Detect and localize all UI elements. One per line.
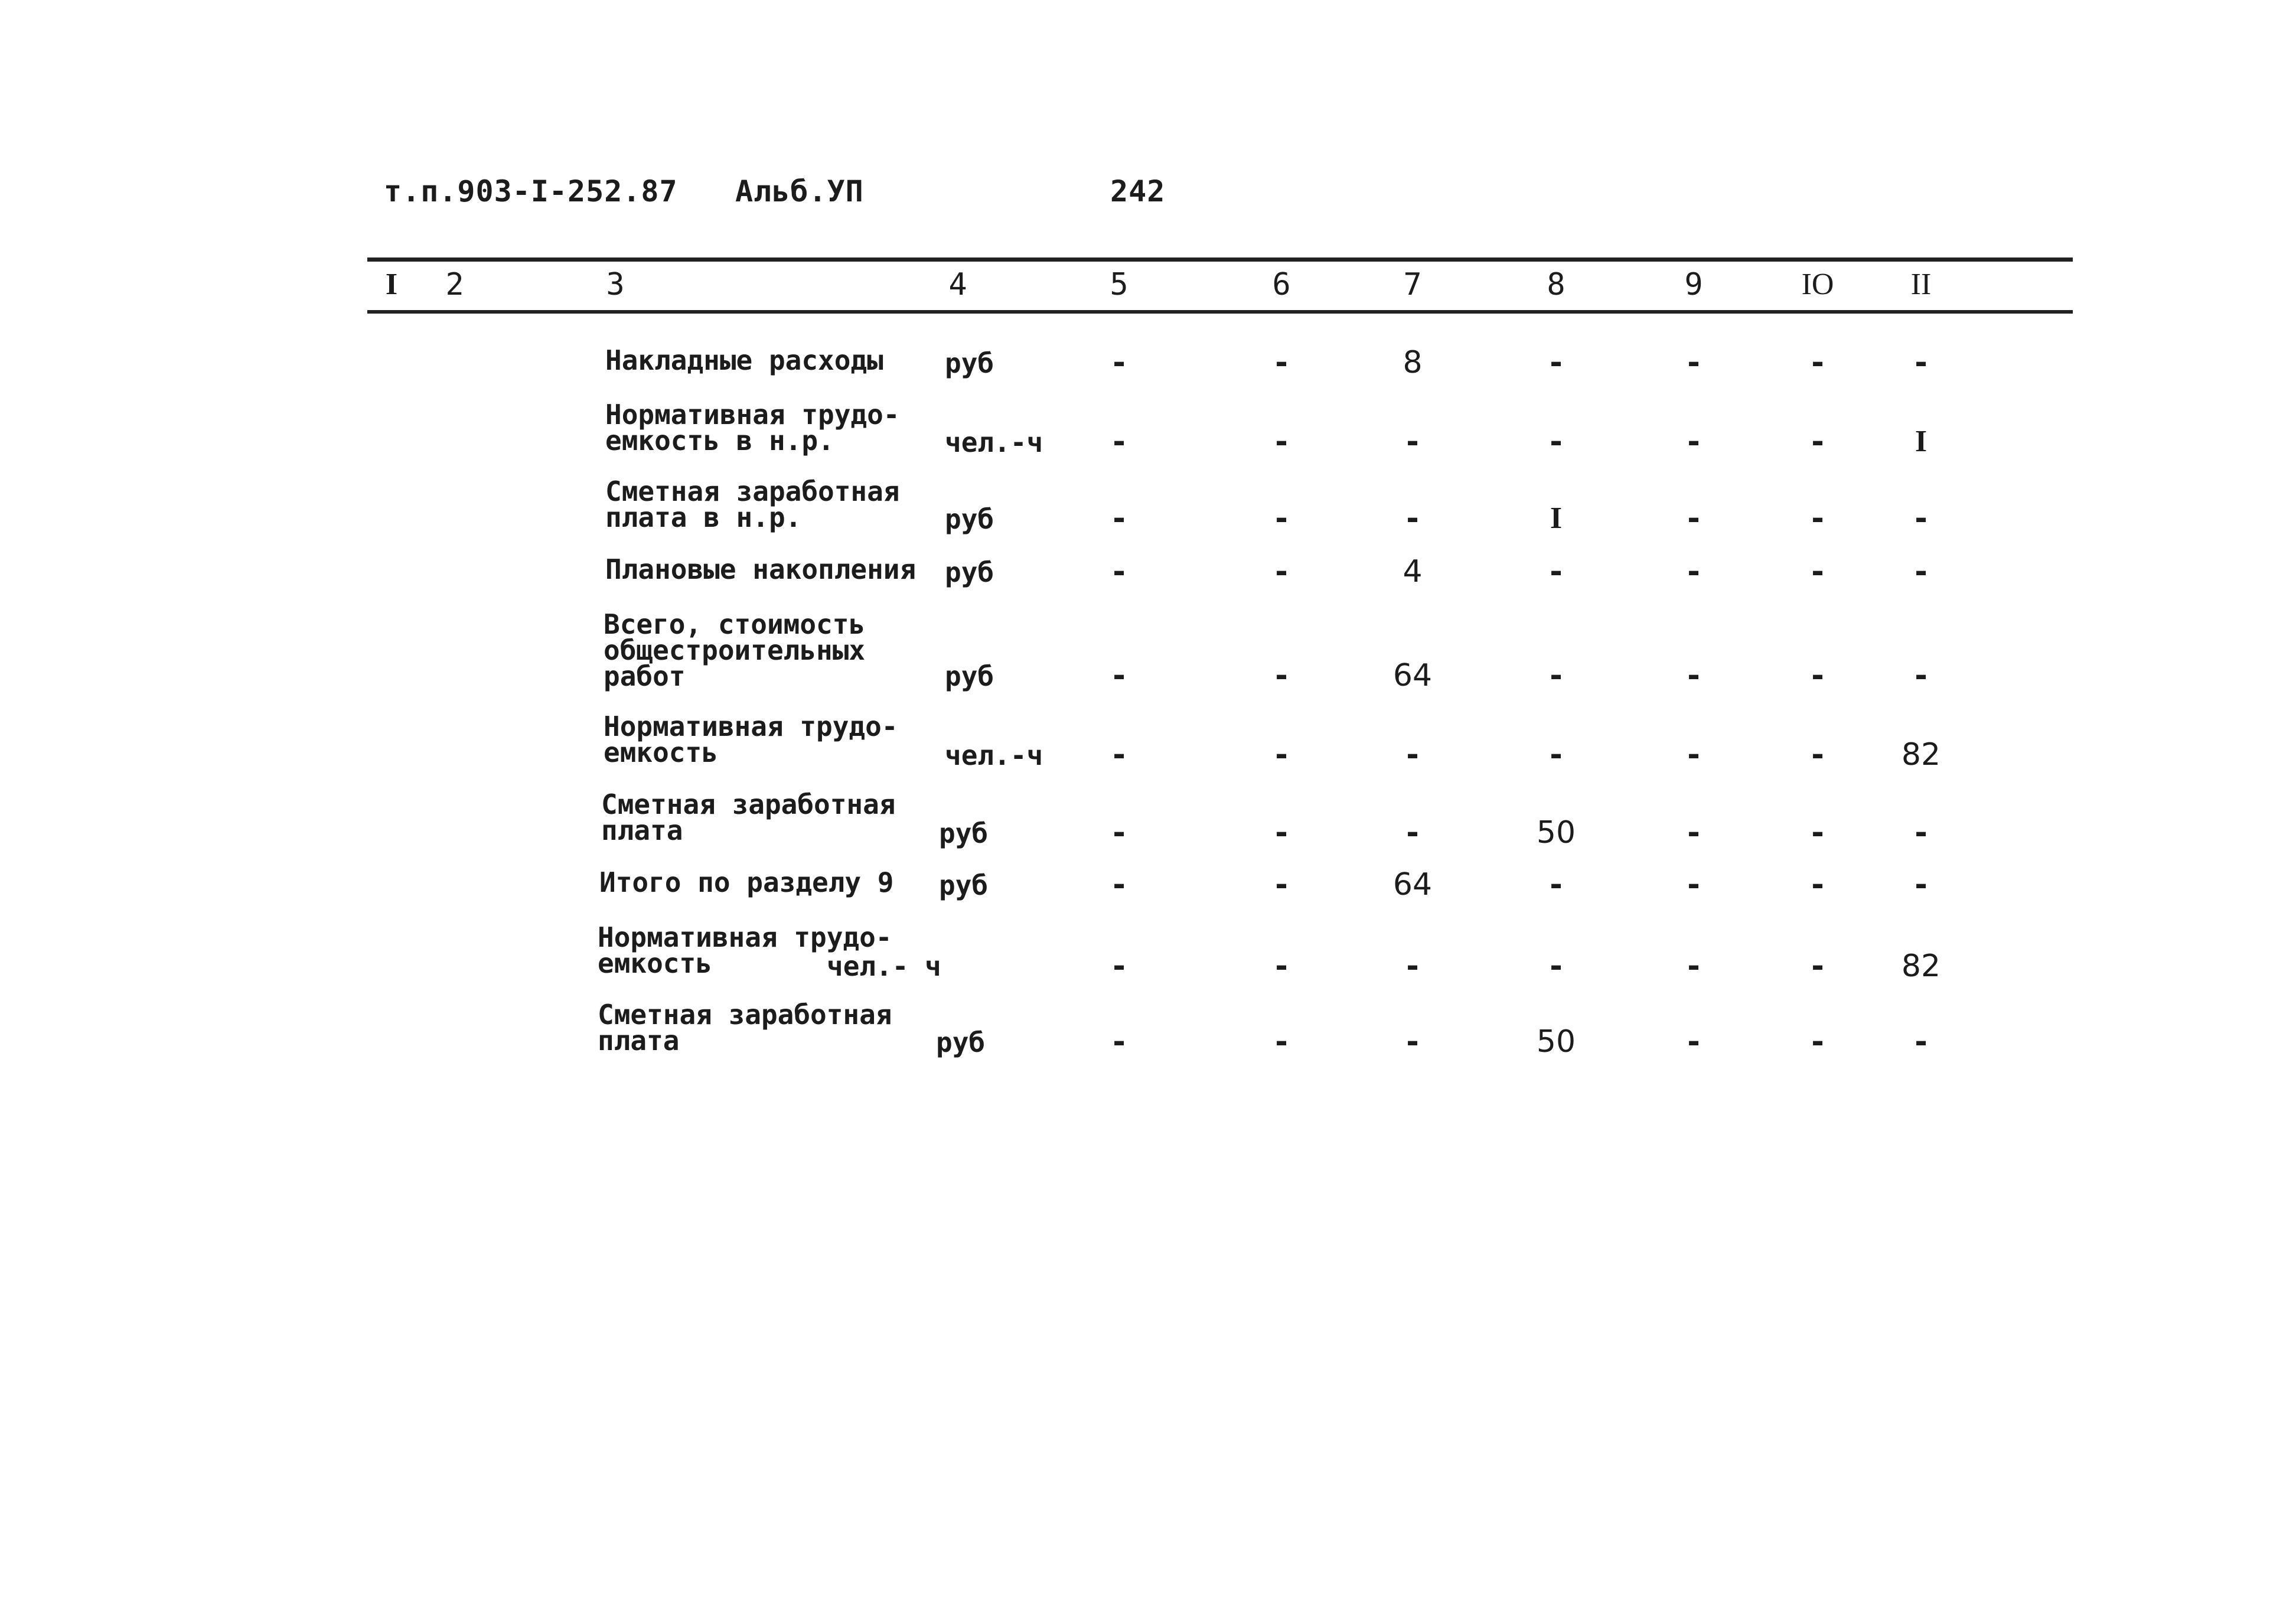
row-unit: руб [945,660,994,692]
row-description: Накладные расходы [605,344,883,376]
value-cell: I [1550,501,1563,535]
row-unit: чел.-ч [945,739,1043,771]
value-cell: - [1275,424,1288,459]
page-number: 242 [1110,174,1166,208]
value-cell: - [1550,554,1563,589]
value-cell: - [1406,501,1419,536]
row-unit: чел.- ч [827,950,941,982]
row-unit: руб [945,347,994,379]
value-cell: - [1811,737,1824,772]
value-cell: - [1113,948,1126,984]
column-number: 9 [1684,267,1703,302]
column-number: 8 [1547,267,1566,302]
value-cell: 50 [1536,1024,1576,1060]
row-unit: чел.-ч [945,426,1043,458]
value-cell: - [1113,867,1126,902]
row-unit: руб [945,556,994,588]
value-cell: - [1275,1024,1288,1060]
value-cell: - [1113,658,1126,693]
value-cell: - [1406,1024,1419,1060]
column-number: 5 [1110,267,1129,302]
value-cell: - [1687,554,1700,589]
table-top-rule [367,257,2073,262]
value-cell: 4 [1403,554,1423,589]
value-cell: - [1550,737,1563,772]
value-cell: - [1811,345,1824,380]
value-cell: 64 [1392,658,1433,693]
value-cell: - [1113,737,1126,772]
row-description: Нормативная трудо- емкость в н.р. [605,399,900,457]
value-cell: - [1113,554,1126,589]
value-cell: I [1915,425,1928,458]
row-unit: руб [939,869,989,901]
value-cell: - [1811,501,1824,536]
doc-code: т.п.903-I-252.87 [384,174,678,208]
value-cell: - [1275,345,1288,380]
value-cell: - [1406,424,1419,459]
column-number: 2 [445,267,464,302]
value-cell: - [1811,554,1824,589]
value-cell: - [1811,948,1824,984]
value-cell: - [1275,815,1288,850]
row-description: Сметная заработная плата в н.р. [605,475,900,533]
value-cell: - [1550,658,1563,693]
value-cell: - [1113,345,1126,380]
row-unit: руб [945,503,994,535]
value-cell: - [1811,815,1824,850]
value-cell: - [1275,554,1288,589]
value-cell: - [1687,658,1700,693]
value-cell: - [1275,948,1288,984]
value-cell: - [1687,867,1700,902]
value-cell: 82 [1901,737,1941,772]
value-cell: 64 [1392,867,1433,902]
row-description: Сметная заработная плата [601,788,896,846]
value-cell: - [1113,1024,1126,1060]
value-cell: - [1550,345,1563,380]
value-cell: - [1811,1024,1824,1060]
table-header-rule [367,310,2073,314]
value-cell: - [1687,1024,1700,1060]
value-cell: - [1406,737,1419,772]
value-cell: - [1687,815,1700,850]
value-cell: - [1113,424,1126,459]
value-cell: - [1915,867,1928,902]
value-cell: - [1687,737,1700,772]
value-cell: - [1275,658,1288,693]
value-cell: - [1915,501,1928,536]
column-number: 4 [948,267,967,302]
value-cell: - [1811,424,1824,459]
row-unit: руб [939,817,989,849]
value-cell: 50 [1536,815,1576,850]
value-cell: - [1915,554,1928,589]
value-cell: - [1275,867,1288,902]
value-cell: 8 [1403,345,1423,380]
value-cell: 82 [1901,948,1941,984]
album-label: Альб.УП [735,174,864,208]
value-cell: - [1113,501,1126,536]
column-number: 3 [606,267,625,302]
row-description: Сметная заработная плата [598,999,892,1057]
value-cell: - [1406,815,1419,850]
row-description: Нормативная трудо- емкость [604,710,898,768]
row-description: Плановые накопления [605,553,917,585]
value-cell: - [1550,948,1563,984]
column-number: IO [1801,268,1834,301]
value-cell: - [1687,424,1700,459]
value-cell: - [1687,501,1700,536]
value-cell: - [1275,501,1288,536]
column-number: 7 [1403,267,1422,302]
value-cell: - [1915,1024,1928,1060]
value-cell: - [1113,815,1126,850]
value-cell: - [1550,867,1563,902]
value-cell: - [1811,867,1824,902]
value-cell: - [1687,948,1700,984]
column-number: II [1910,268,1932,301]
row-description: Нормативная трудо- емкость [598,921,892,979]
row-description: Всего, стоимость общестроительных работ [604,608,866,692]
value-cell: - [1811,658,1824,693]
value-cell: - [1687,345,1700,380]
row-description: Итого по разделу 9 [599,866,894,898]
column-number: 6 [1272,267,1291,302]
value-cell: - [1915,658,1928,693]
value-cell: - [1406,948,1419,984]
value-cell: - [1550,424,1563,459]
value-cell: - [1275,737,1288,772]
value-cell: - [1915,345,1928,380]
value-cell: - [1915,815,1928,850]
column-number: I [385,268,398,301]
row-unit: руб [936,1026,986,1058]
